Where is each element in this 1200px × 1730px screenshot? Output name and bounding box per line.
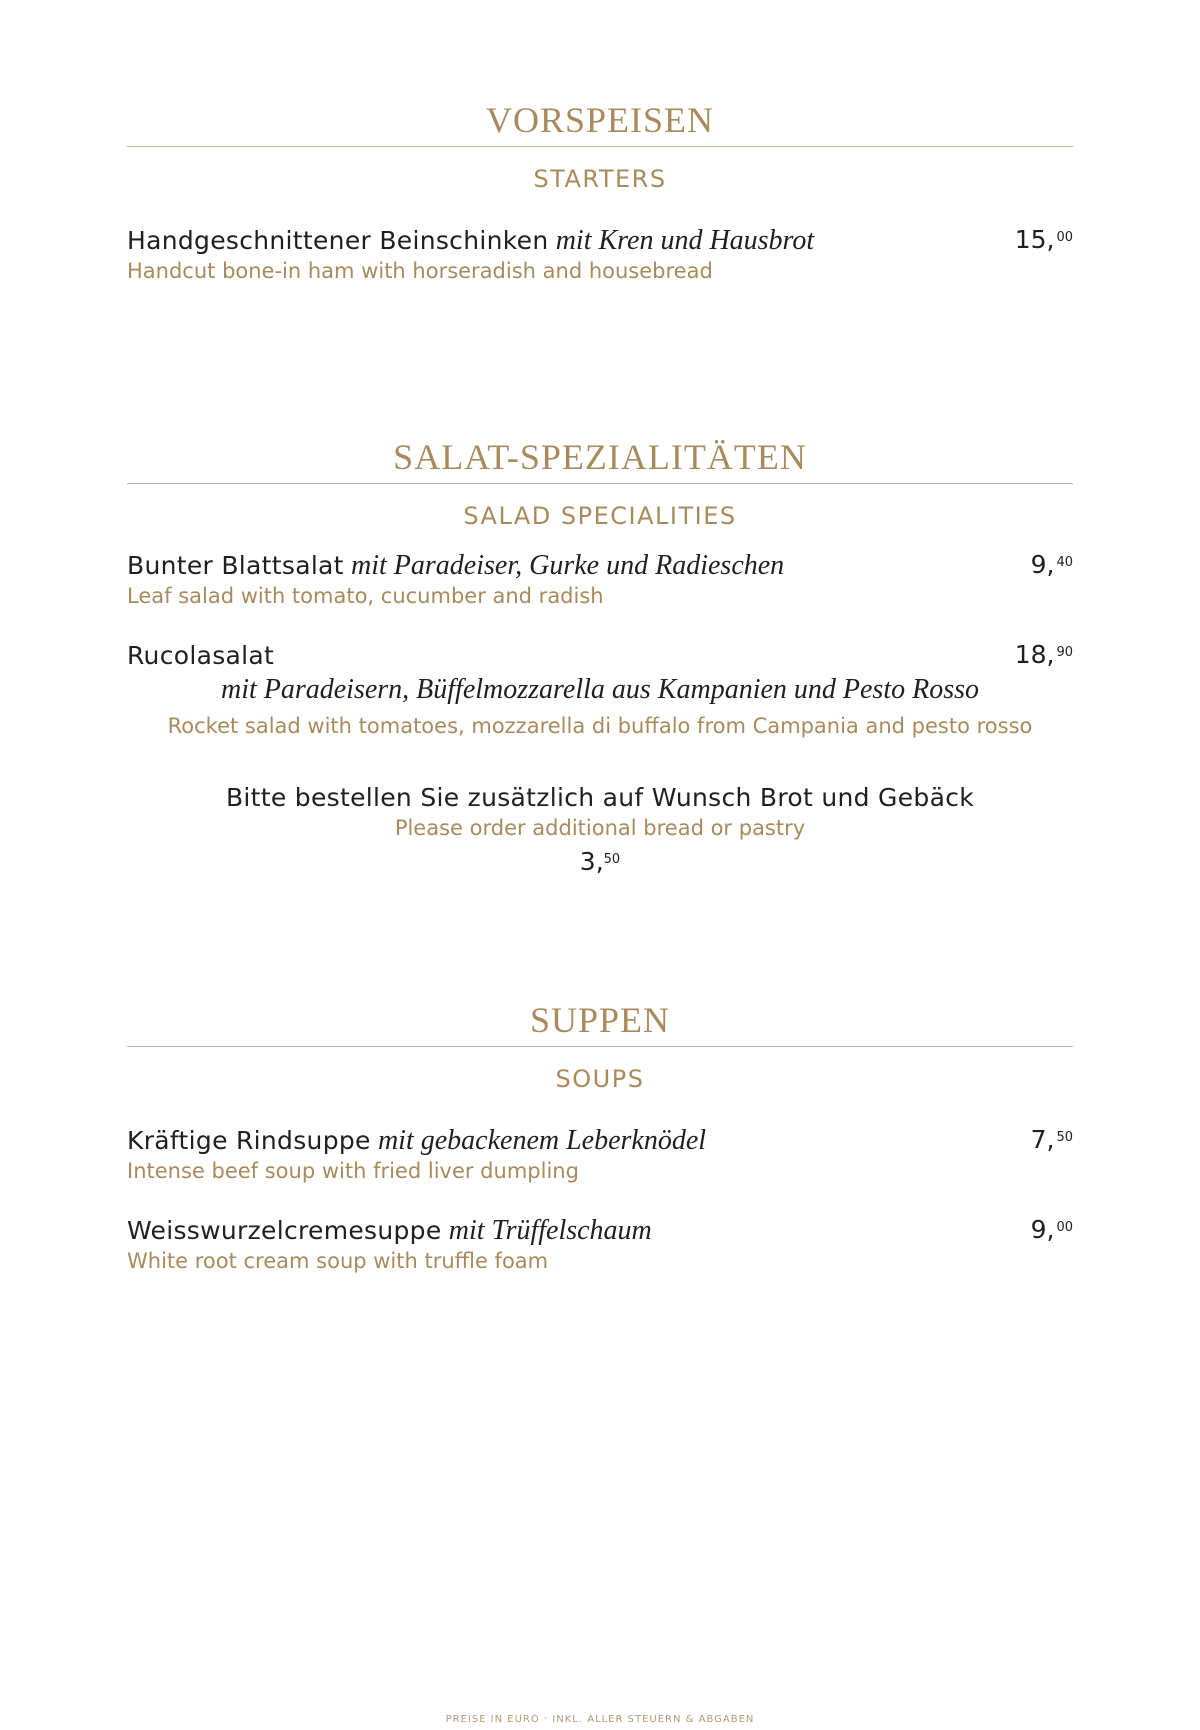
item-description: mit Paradeiser, Gurke und Radieschen bbox=[351, 550, 785, 581]
item-description: mit Paradeisern, Büffelmozzarella aus Kampanien und Pesto Rosso bbox=[220, 674, 980, 705]
section-heading: SALAT-SPEZIALITÄTEN bbox=[393, 437, 807, 477]
divider bbox=[127, 483, 1073, 484]
item-description: mit Trüffelschaum bbox=[448, 1215, 652, 1246]
item-name: Rucolasalat bbox=[127, 641, 275, 670]
item-price: 15, $^{00}$ bbox=[1014, 225, 1073, 254]
bread-note-english: Please order additional bread or pastry bbox=[394, 816, 806, 840]
item-name: Handgeschnittener Beinschinken bbox=[127, 226, 549, 255]
item-english: Intense beef soup with fried liver dumpling bbox=[127, 1159, 579, 1183]
menu-item bbox=[127, 224, 1073, 285]
item-name: Kräftige Rindsuppe bbox=[127, 1126, 371, 1155]
menu-item bbox=[127, 549, 1073, 610]
item-english: Rocket salad with tomatoes, mozzarella di buffalo from Campania and pesto rosso bbox=[167, 714, 1033, 738]
section-heading: SUPPEN bbox=[529, 1000, 671, 1040]
item-english: Handcut bone-in ham with horseradish and housebread bbox=[127, 259, 713, 283]
item-price: 9, $^{00}$ bbox=[1030, 1215, 1073, 1244]
item-price: 18, $^{90}$ bbox=[1014, 640, 1073, 669]
item-name: Bunter Blattsalat bbox=[127, 551, 344, 580]
bread-note-price: 3,50 bbox=[579, 847, 621, 876]
section-subheading: SOUPS bbox=[555, 1065, 645, 1093]
section-subheading: SALAD SPECIALITIES bbox=[463, 502, 737, 530]
divider bbox=[127, 146, 1073, 147]
section-subheading: STARTERS bbox=[533, 165, 667, 193]
divider bbox=[127, 1046, 1073, 1047]
item-name: Weisswurzelcremesuppe bbox=[127, 1216, 442, 1245]
section-heading: VORSPEISEN bbox=[485, 100, 715, 140]
footer-note: PREISE IN EURO · INKL. ALLER STEUERN & ABGABEN bbox=[445, 1714, 755, 1725]
bread-note-text: Bitte bestellen Sie zusätzlich auf Wunsch Brot und Gebäck bbox=[225, 783, 975, 812]
item-description: mit Kren und Hausbrot bbox=[555, 225, 815, 256]
menu-item bbox=[127, 1124, 1073, 1185]
section-suppen bbox=[127, 1000, 1073, 1273]
section-vorspeisen bbox=[127, 100, 1073, 283]
bread-note bbox=[127, 782, 1073, 878]
item-english: White root cream soup with truffle foam bbox=[127, 1249, 549, 1273]
menu-item bbox=[127, 1214, 1073, 1275]
item-english: Leaf salad with tomato, cucumber and radish bbox=[127, 584, 604, 608]
menu-item bbox=[127, 639, 1073, 740]
item-price: 9, $^{40}$ bbox=[1030, 550, 1073, 579]
item-description: mit gebackenem Leberknödel bbox=[377, 1125, 707, 1156]
item-price: 7, $^{50}$ bbox=[1030, 1125, 1073, 1154]
section-salat bbox=[127, 437, 1073, 876]
